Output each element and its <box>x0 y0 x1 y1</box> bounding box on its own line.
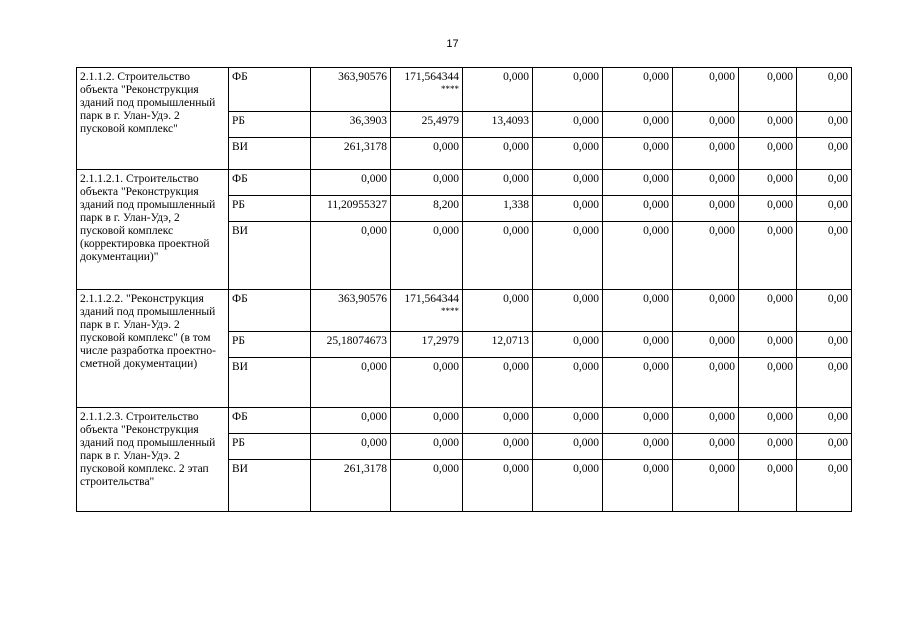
value-text: 171,564344 <box>404 71 459 83</box>
value-cell <box>463 138 533 170</box>
value-cell <box>603 196 673 222</box>
value-text: 0,000 <box>767 463 793 475</box>
value-cell <box>463 290 533 332</box>
budget-table <box>76 67 852 512</box>
value-cell <box>311 222 391 290</box>
value-cell <box>797 68 852 112</box>
value-text: 0,000 <box>573 463 599 475</box>
value-cell <box>311 332 391 358</box>
value-cell <box>603 222 673 290</box>
value-cell <box>463 408 533 434</box>
value-cell <box>391 68 463 112</box>
value-cell <box>739 460 797 512</box>
funding-source-cell: РБ <box>229 112 311 138</box>
value-cell <box>463 112 533 138</box>
value-cell <box>533 138 603 170</box>
event-name-cell: 2.1.1.2.3. Строительство объекта "Реконструкция зданий под промышленный парк в г. Улан-Удэ. 2 пусковой комплекс. 2 этап строительства" <box>77 408 229 512</box>
value-text: 0,000 <box>433 225 459 237</box>
value-cell <box>463 460 533 512</box>
value-text: 0,000 <box>643 437 669 449</box>
value-text: 0,00 <box>827 361 848 373</box>
value-text: 0,00 <box>827 71 848 83</box>
value-text: 0,000 <box>709 115 735 127</box>
value-text: 0,000 <box>709 173 735 185</box>
table-row <box>77 68 852 112</box>
value-text: 0,000 <box>573 115 599 127</box>
value-text: 0,00 <box>827 335 848 347</box>
value-text: 0,00 <box>827 225 848 237</box>
value-cell <box>533 460 603 512</box>
value-text: 12,0713 <box>491 335 529 347</box>
value-cell <box>739 170 797 196</box>
value-text: 0,000 <box>433 173 459 185</box>
value-cell <box>739 112 797 138</box>
table-row <box>77 290 852 332</box>
value-text: 0,000 <box>503 71 529 83</box>
value-cell <box>391 222 463 290</box>
value-text: 0,000 <box>433 141 459 153</box>
value-cell <box>797 290 852 332</box>
value-cell <box>533 290 603 332</box>
value-cell <box>797 138 852 170</box>
value-cell <box>739 332 797 358</box>
value-text: 0,000 <box>643 141 669 153</box>
value-cell <box>311 290 391 332</box>
value-cell <box>797 196 852 222</box>
funding-source-cell: ВИ <box>229 222 311 290</box>
value-text: 0,000 <box>503 463 529 475</box>
value-text: 0,000 <box>643 199 669 211</box>
value-cell <box>673 170 739 196</box>
value-cell <box>797 332 852 358</box>
value-text: 0,000 <box>767 411 793 423</box>
value-cell <box>391 290 463 332</box>
value-cell <box>463 170 533 196</box>
value-text: 0,000 <box>503 173 529 185</box>
value-text: 0,000 <box>573 225 599 237</box>
value-text: 0,000 <box>709 71 735 83</box>
value-cell <box>673 408 739 434</box>
value-cell <box>311 434 391 460</box>
value-text: 0,000 <box>361 173 387 185</box>
value-cell <box>603 68 673 112</box>
value-text: 0,00 <box>827 199 848 211</box>
value-text: 0,000 <box>643 361 669 373</box>
value-text: 0,000 <box>573 361 599 373</box>
value-cell <box>603 332 673 358</box>
value-text: 0,000 <box>767 437 793 449</box>
value-text: 8,200 <box>433 199 459 211</box>
value-cell <box>463 358 533 408</box>
value-text: 0,000 <box>643 293 669 305</box>
value-text: 0,000 <box>709 199 735 211</box>
value-cell <box>391 434 463 460</box>
value-text: 0,00 <box>827 463 848 475</box>
value-cell <box>391 332 463 358</box>
funding-source-cell: РБ <box>229 196 311 222</box>
value-cell <box>673 112 739 138</box>
value-cell <box>603 290 673 332</box>
value-cell <box>603 434 673 460</box>
value-cell <box>673 358 739 408</box>
value-text: 0,000 <box>433 463 459 475</box>
funding-source-cell: ВИ <box>229 358 311 408</box>
value-cell <box>391 408 463 434</box>
value-text: 0,00 <box>827 437 848 449</box>
value-text: 0,000 <box>433 411 459 423</box>
value-text: 0,000 <box>573 335 599 347</box>
value-text: 0,000 <box>361 361 387 373</box>
value-cell <box>673 138 739 170</box>
value-text: 0,000 <box>361 225 387 237</box>
value-cell <box>673 434 739 460</box>
funding-source-cell: ВИ <box>229 138 311 170</box>
value-text: 0,000 <box>503 411 529 423</box>
value-cell <box>673 196 739 222</box>
value-cell <box>463 332 533 358</box>
value-cell <box>311 196 391 222</box>
value-text: 0,000 <box>361 411 387 423</box>
value-text: 0,000 <box>767 141 793 153</box>
value-text: 0,000 <box>503 293 529 305</box>
value-cell <box>797 408 852 434</box>
value-cell <box>391 138 463 170</box>
value-text: 0,000 <box>643 411 669 423</box>
event-name-cell: 2.1.1.2. Строительство объекта "Реконструкция зданий под промышленный парк в г. Улан-Удэ. 2 пусковой комплекс" <box>77 68 229 170</box>
value-cell <box>533 170 603 196</box>
value-cell <box>311 138 391 170</box>
funding-source-cell: РБ <box>229 332 311 358</box>
value-text: 0,000 <box>709 361 735 373</box>
value-cell <box>797 170 852 196</box>
funding-source-cell: РБ <box>229 434 311 460</box>
value-text: 0,000 <box>643 335 669 347</box>
value-cell <box>739 434 797 460</box>
value-text: 13,4093 <box>491 115 529 127</box>
value-text: 36,3903 <box>349 115 387 127</box>
value-cell <box>673 332 739 358</box>
value-cell <box>311 170 391 196</box>
value-cell <box>797 112 852 138</box>
value-text: 17,2979 <box>421 335 459 347</box>
value-text: 0,00 <box>827 411 848 423</box>
value-cell <box>603 138 673 170</box>
value-cell <box>463 196 533 222</box>
table-row <box>77 408 852 434</box>
value-cell <box>739 196 797 222</box>
value-text: 0,000 <box>643 225 669 237</box>
value-cell <box>463 434 533 460</box>
value-text: 0,000 <box>503 225 529 237</box>
value-cell <box>533 332 603 358</box>
value-cell <box>391 196 463 222</box>
value-text: 25,4979 <box>421 115 459 127</box>
value-cell <box>463 68 533 112</box>
value-text: 0,00 <box>827 115 848 127</box>
value-cell <box>311 358 391 408</box>
value-cell <box>739 358 797 408</box>
value-cell <box>797 434 852 460</box>
value-text: 0,000 <box>767 225 793 237</box>
value-cell <box>797 460 852 512</box>
funding-source-cell: ФБ <box>229 68 311 112</box>
value-cell <box>533 434 603 460</box>
value-text: 0,000 <box>573 293 599 305</box>
value-text: 0,000 <box>433 437 459 449</box>
table-row <box>77 170 852 196</box>
value-cell <box>673 68 739 112</box>
value-cell <box>533 196 603 222</box>
value-text: 0,000 <box>573 199 599 211</box>
value-text: 0,000 <box>709 437 735 449</box>
value-text: 0,000 <box>643 173 669 185</box>
value-text: 0,000 <box>709 293 735 305</box>
value-text: 0,000 <box>503 437 529 449</box>
value-cell <box>739 138 797 170</box>
value-cell <box>391 358 463 408</box>
value-text: 0,000 <box>503 141 529 153</box>
value-cell <box>739 68 797 112</box>
funding-source-cell: ФБ <box>229 290 311 332</box>
value-cell <box>311 408 391 434</box>
value-cell <box>311 112 391 138</box>
value-cell <box>311 460 391 512</box>
value-text: 0,000 <box>767 71 793 83</box>
event-name-cell: 2.1.1.2.2. "Реконструкция зданий под промышленный парк в г. Улан-Удэ. 2 пусковой комплекс" (в том числе разработка проектно-сметной документации) <box>77 290 229 408</box>
value-cell <box>739 222 797 290</box>
footnote-mark: **** <box>441 84 459 94</box>
value-cell <box>533 358 603 408</box>
value-cell <box>603 170 673 196</box>
value-cell <box>533 408 603 434</box>
value-cell <box>391 170 463 196</box>
value-text: 0,00 <box>827 293 848 305</box>
value-cell <box>603 358 673 408</box>
value-text: 0,00 <box>827 141 848 153</box>
value-text: 363,90576 <box>338 71 387 83</box>
value-text: 0,000 <box>573 411 599 423</box>
value-text: 261,3178 <box>343 141 387 153</box>
value-cell <box>391 112 463 138</box>
value-text: 0,000 <box>433 361 459 373</box>
value-text: 0,000 <box>573 437 599 449</box>
value-text: 261,3178 <box>343 463 387 475</box>
page-number: 17 <box>446 38 459 50</box>
value-text: 25,18074673 <box>326 335 387 347</box>
footnote-mark: **** <box>441 306 459 316</box>
value-cell <box>391 460 463 512</box>
value-cell <box>603 460 673 512</box>
value-cell <box>311 68 391 112</box>
value-text: 0,000 <box>503 361 529 373</box>
value-text: 0,000 <box>767 335 793 347</box>
value-text: 0,000 <box>767 173 793 185</box>
value-cell <box>797 222 852 290</box>
value-text: 0,000 <box>767 115 793 127</box>
value-text: 0,000 <box>709 335 735 347</box>
value-text: 363,90576 <box>338 293 387 305</box>
value-text: 0,000 <box>709 141 735 153</box>
value-text: 0,000 <box>643 463 669 475</box>
value-cell <box>797 358 852 408</box>
funding-source-cell: ФБ <box>229 408 311 434</box>
funding-source-cell: ВИ <box>229 460 311 512</box>
value-text: 0,000 <box>709 225 735 237</box>
value-cell <box>603 408 673 434</box>
value-text: 0,000 <box>643 115 669 127</box>
funding-source-cell: ФБ <box>229 170 311 196</box>
value-text: 0,000 <box>767 361 793 373</box>
value-text: 0,000 <box>643 71 669 83</box>
value-cell <box>533 68 603 112</box>
value-cell <box>739 290 797 332</box>
value-text: 0,000 <box>573 141 599 153</box>
value-cell <box>533 112 603 138</box>
value-text: 171,564344 <box>404 293 459 305</box>
value-cell <box>533 222 603 290</box>
event-name-cell: 2.1.1.2.1. Строительство объекта "Реконструкция зданий под промышленный парк в г. Улан-Удэ, 2 пусковой комплекс (корректировка проектной документации)" <box>77 170 229 290</box>
value-text: 0,000 <box>361 437 387 449</box>
value-cell <box>739 408 797 434</box>
value-text: 0,000 <box>709 411 735 423</box>
value-text: 1,338 <box>503 199 529 211</box>
value-text: 0,000 <box>573 71 599 83</box>
value-text: 0,000 <box>767 293 793 305</box>
value-cell <box>673 460 739 512</box>
value-text: 0,00 <box>827 173 848 185</box>
value-cell <box>673 222 739 290</box>
value-text: 0,000 <box>573 173 599 185</box>
value-text: 0,000 <box>709 463 735 475</box>
value-text: 11,20955327 <box>327 199 387 211</box>
value-cell <box>673 290 739 332</box>
value-text: 0,000 <box>767 199 793 211</box>
value-cell <box>463 222 533 290</box>
value-cell <box>603 112 673 138</box>
